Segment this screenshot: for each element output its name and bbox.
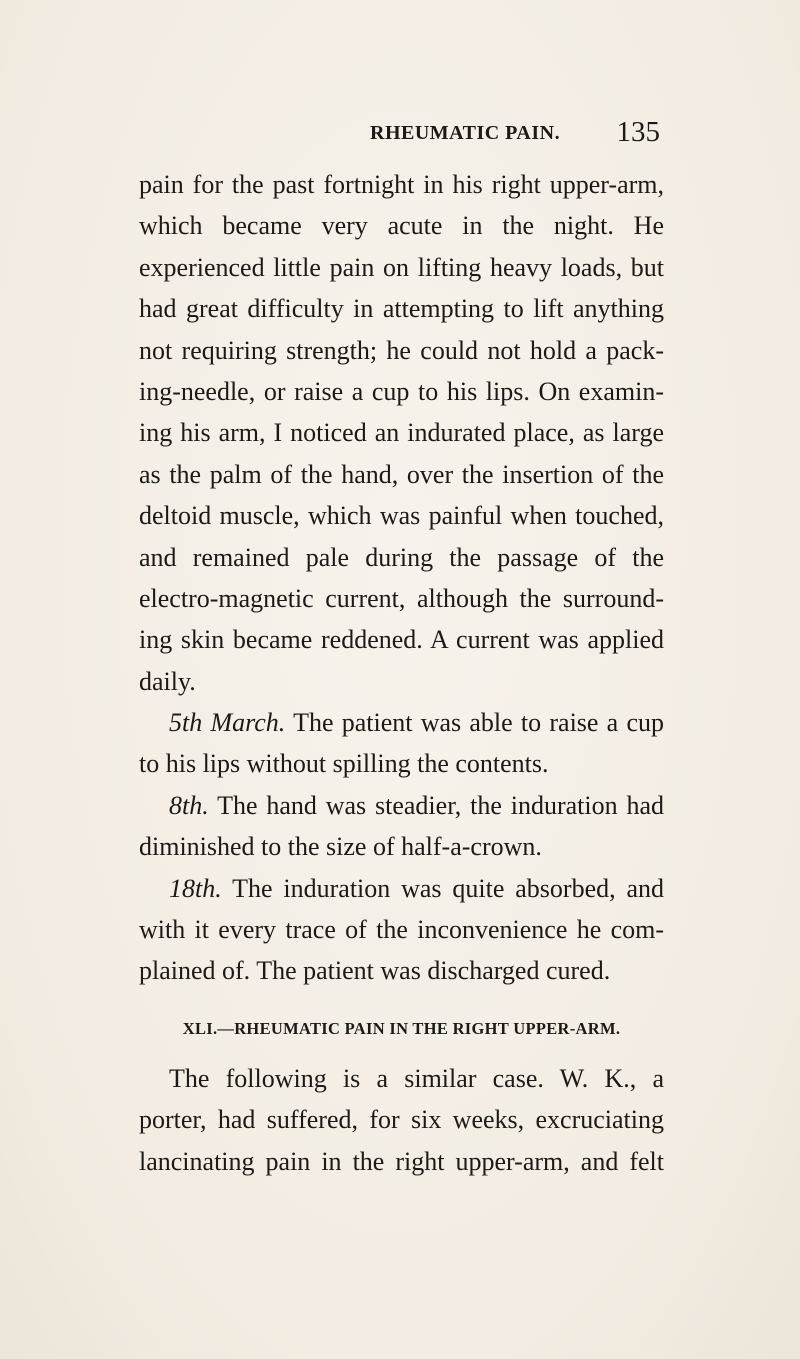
text-line	[139, 785, 664, 826]
text-line: with it every trace of the inconvenience he com-	[139, 915, 664, 945]
text-line	[139, 702, 664, 743]
paragraph-continued	[139, 164, 664, 702]
section-heading: XLI.—RHEUMATIC PAIN IN THE RIGHT UPPER-ARM.	[182, 1018, 621, 1038]
entry-8th	[139, 785, 664, 868]
text-line	[139, 868, 664, 909]
text-line: ing-needle, or raise a cup to his lips. On examin-	[139, 376, 664, 406]
text-line: not requiring strength; he could not hold a pack-	[139, 335, 664, 365]
text-line: which became very acute in the night. He	[139, 211, 664, 241]
page-header	[140, 116, 660, 162]
entry-date: 5th March.	[169, 708, 286, 738]
body-text	[139, 164, 664, 1182]
page-number: 135	[616, 116, 660, 148]
text-line: daily.	[139, 666, 196, 696]
entry-5th-march	[139, 702, 664, 785]
text-line: ing skin became reddened. A current was applied	[139, 625, 664, 655]
entry-18th	[139, 868, 664, 992]
entry-text: The hand was steadier, the induration had	[208, 790, 664, 820]
text-line: as the palm of the hand, over the insertion of the	[139, 459, 664, 489]
text-line: pain for the past fortnight in his right upper-arm,	[139, 170, 664, 199]
entry-text: The patient was able to raise a cup	[285, 708, 664, 738]
entry-date: 8th.	[169, 790, 209, 820]
text-line: to his lips without spilling the contents.	[139, 749, 549, 779]
entry-text: The induration was quite absorbed, and	[221, 873, 664, 903]
text-line: The following is a similar case. W. K., a	[169, 1063, 664, 1093]
text-line: experienced little pain on lifting heavy loads, but	[139, 252, 664, 282]
text-line: porter, had suffered, for six weeks, excruciating	[139, 1105, 664, 1135]
text-line: ing his arm, I noticed an indurated place, as large	[139, 418, 664, 448]
running-head: RHEUMATIC PAIN.	[370, 122, 561, 144]
text-line: and remained pale during the passage of the	[139, 542, 664, 572]
text-line: electro-magnetic current, although the surround-	[139, 583, 664, 613]
entry-date: 18th.	[169, 873, 222, 903]
text-line: lancinating pain in the right upper-arm, and felt	[139, 1146, 664, 1176]
text-line: deltoid muscle, which was painful when touched,	[139, 501, 664, 531]
section-paragraph	[139, 1058, 664, 1182]
text-line: plained of. The patient was discharged cured.	[139, 956, 611, 986]
text-line: diminished to the size of half-a-crown.	[139, 832, 542, 862]
text-line: had great difficulty in attempting to lift anything	[139, 294, 664, 324]
